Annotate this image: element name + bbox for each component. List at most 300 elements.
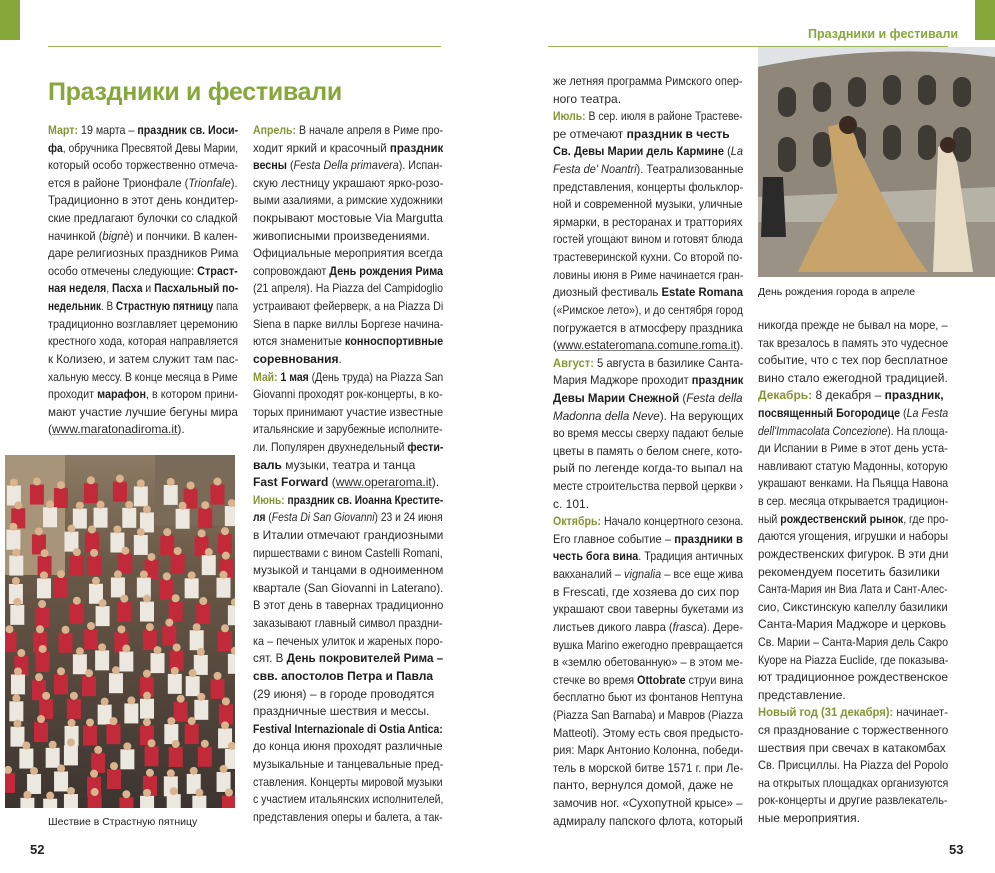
crowd-figure	[140, 602, 154, 622]
text-run: Официальные мероприятия всегда	[253, 246, 443, 261]
text-line	[253, 474, 443, 492]
crowd-figure-head	[167, 478, 175, 486]
crowd-figure-head	[167, 717, 175, 725]
text-run: никогда прежде не бывал на море, –	[758, 318, 948, 332]
text-line	[758, 352, 948, 370]
text-line	[253, 298, 444, 316]
crowd-figure-head	[113, 526, 121, 534]
italic-text: frasca	[672, 619, 704, 634]
text-run: ).	[177, 422, 185, 437]
text-run: панто, вернулся домой, даже не	[553, 778, 734, 793]
crowd-figure-head	[94, 746, 102, 754]
text-run: Куоре на Piazza Euclide, где показыва-	[758, 652, 949, 667]
text-line	[758, 687, 948, 705]
crowd-figure-head	[174, 547, 182, 555]
crowd-figure-head	[46, 500, 54, 508]
crowd-figure-head	[110, 762, 118, 770]
crowd-figure-head	[163, 572, 171, 580]
crowd-figure-head	[197, 693, 205, 701]
text-line	[553, 601, 744, 619]
bold-text: праздник св. Иоси-	[137, 123, 239, 137]
text-line	[553, 548, 743, 566]
crowd-figure	[124, 703, 138, 723]
crowd-figure-head	[35, 527, 43, 535]
italic-text: Trionfale	[188, 175, 231, 190]
text-run: ). Театрализованные	[636, 162, 744, 177]
text-column-right-2	[758, 317, 948, 828]
crowd-figure-head	[13, 598, 21, 606]
bold-text: День рождения Рима	[329, 263, 444, 278]
crowd-figure	[10, 605, 24, 625]
bold-text: праздник,	[884, 388, 944, 403]
crowd-figure	[82, 676, 96, 696]
crowd-figure	[5, 632, 16, 652]
text-run: замочив ног. «Сухопутной крысе» –	[553, 795, 743, 810]
bold-text: весны	[253, 158, 287, 173]
bold-text: Страстную пятницу	[115, 299, 214, 314]
section-tab-marker	[0, 0, 20, 40]
italic-text: Festa della	[686, 390, 743, 405]
text-line	[553, 672, 744, 690]
crowd-figure	[160, 535, 174, 555]
text-line	[758, 599, 948, 617]
crowd-figure-head	[30, 767, 38, 775]
link[interactable]: www.estateromana.comune.roma.it	[556, 338, 737, 353]
text-run: ной и современной музыки, уличные	[553, 197, 743, 212]
crowd-figure-head	[67, 525, 75, 533]
text-run: скую лестницу украшают ярко-розо-	[253, 175, 444, 190]
crowd-figure	[59, 633, 73, 653]
crowd-figure	[43, 507, 57, 527]
text-line	[758, 704, 948, 722]
text-line	[758, 652, 949, 670]
crowd-figure	[34, 722, 48, 742]
text-run: украшают свои таверны букетами из	[553, 602, 744, 617]
text-line	[553, 725, 744, 743]
text-line	[553, 267, 744, 285]
text-line	[758, 581, 948, 599]
crowd-figure	[228, 654, 235, 674]
text-run: струи вина	[685, 672, 744, 687]
text-line	[553, 143, 744, 161]
crowd-figure	[190, 630, 204, 650]
text-run: и	[142, 281, 155, 296]
bold-text: недельник	[48, 299, 101, 314]
crowd-figure	[196, 604, 210, 624]
crowd-figure-head	[12, 577, 20, 585]
bold-text: фести-	[407, 439, 444, 454]
text-run: вушка Marino ежегодно превращается	[553, 637, 743, 652]
crowd-figure-head	[90, 770, 98, 778]
header-rule	[48, 46, 441, 47]
crowd-figure	[120, 749, 134, 769]
text-line	[253, 263, 444, 281]
crowd-figure-head	[67, 738, 75, 746]
bold-text: Festival Internazionale di Ostia Antica:	[253, 721, 443, 736]
bold-text: Estate Romana	[661, 285, 743, 300]
crowd-figure-head	[88, 526, 96, 534]
text-run: 8 декабря –	[812, 388, 885, 403]
text-line	[758, 440, 948, 458]
month-label: Октябрь:	[553, 514, 602, 529]
text-line	[553, 214, 743, 232]
text-run: к Колизею, и затем служит там пас-	[48, 351, 239, 366]
text-run: в «землю обетованную» – в этом ме-	[553, 655, 744, 670]
text-line	[253, 791, 444, 809]
crowd-figure-head	[143, 505, 151, 513]
text-run: ный	[758, 511, 781, 526]
crowd-figure	[54, 771, 68, 791]
crowd-figure	[167, 794, 181, 808]
text-run: начинает-	[893, 705, 948, 720]
crowd-figure-head	[9, 523, 17, 531]
photo-caption: Шествие в Страстную пятницу	[48, 816, 198, 828]
text-run: в Frescati, где хозяева до сих пор	[553, 584, 740, 599]
text-run: проходит	[48, 387, 98, 402]
crowd-figure	[30, 485, 44, 505]
text-line	[253, 421, 443, 439]
crowd-figure-head	[221, 527, 229, 535]
crowd-figure-head	[57, 481, 65, 489]
bold-text: ля	[253, 510, 266, 525]
crowd-figure-head	[87, 622, 95, 630]
text-line	[758, 458, 948, 476]
text-run: бесплатно бьют из фонтанов Нептуна	[553, 690, 743, 705]
crowd-figure-head	[219, 571, 227, 579]
text-line	[253, 756, 444, 774]
text-run: ).	[230, 175, 238, 190]
month-label: Май:	[253, 369, 278, 384]
text-line	[553, 161, 744, 179]
text-run: пиршествами с вином Castelli Romani,	[253, 545, 443, 560]
crowd-figure-head	[33, 478, 41, 486]
crowd-figure-head	[12, 549, 20, 557]
crowd-figure-head	[97, 501, 105, 509]
crowd-figure-head	[98, 643, 106, 651]
crowd-figure	[94, 508, 108, 528]
crowd-figure	[218, 534, 232, 554]
crowd-figure	[122, 508, 136, 528]
text-line	[553, 302, 743, 320]
crowd-figure-head	[62, 626, 70, 634]
text-line	[253, 333, 444, 351]
text-line	[48, 369, 238, 387]
crowd-figure	[176, 509, 190, 529]
text-line	[553, 179, 744, 197]
crowd-figure-head	[112, 666, 120, 674]
running-header: Праздники и фестивали	[808, 27, 959, 41]
crowd-figure	[194, 700, 208, 720]
text-run: (	[723, 144, 731, 159]
text-run: ). Испан-	[398, 158, 443, 173]
crowd-figure	[11, 674, 25, 694]
text-line	[758, 546, 949, 564]
text-line	[48, 192, 239, 210]
text-run: – все еще жива	[661, 567, 744, 582]
crowd-figure-head	[41, 549, 49, 557]
photo-caption: День рождения города в апреле	[758, 286, 916, 298]
text-line	[553, 513, 744, 531]
crowd-figure	[10, 727, 24, 747]
text-run: ставления. Концерты мировой музыки	[253, 774, 443, 789]
crowd-figure-head	[143, 718, 151, 726]
text-line	[553, 73, 743, 91]
text-line	[758, 792, 948, 810]
text-line	[758, 810, 948, 828]
crowd-figure-head	[90, 549, 98, 557]
crowd-figure-head	[57, 667, 65, 675]
crowd-figure	[70, 555, 84, 575]
bold-text: валь	[253, 457, 282, 472]
text-line	[758, 475, 949, 493]
italic-text: La	[730, 144, 744, 159]
text-run: сио, Сикстинскую капеллу базилики	[758, 599, 948, 614]
text-line	[253, 509, 443, 527]
text-run: ) и пончики. В кален-	[129, 228, 238, 243]
text-run: покрывают мостовые Via Margutta	[253, 211, 443, 226]
crowd-figure-head	[23, 791, 31, 799]
text-run: папа	[213, 299, 238, 314]
text-line	[553, 460, 742, 478]
text-line	[758, 564, 948, 582]
page-title: Праздники и фестивали	[48, 78, 342, 106]
text-run: даются угощения, игрушки и наборы	[758, 529, 949, 544]
crowd-figure	[111, 577, 125, 597]
text-run: сят. В	[253, 651, 287, 666]
crowd-figure-head	[57, 570, 65, 578]
text-line	[758, 775, 949, 793]
bold-text: рождественский рынок	[780, 511, 904, 526]
text-run: ли. Популярен двухнедельный	[253, 439, 408, 454]
text-line	[758, 317, 948, 335]
crowd-figure	[95, 650, 109, 670]
bold-text: конноспортивные	[344, 334, 444, 349]
text-line	[253, 192, 443, 210]
crowd-figure-head	[122, 645, 130, 653]
month-label: Декабрь:	[758, 388, 813, 403]
bold-text: праздник	[389, 140, 444, 155]
text-run: тель в морской битве 1571 г. при Ле-	[553, 760, 744, 775]
text-line	[758, 757, 949, 775]
text-line	[553, 742, 744, 760]
text-run: торых принимают участие известные	[253, 404, 444, 419]
text-line	[553, 390, 743, 408]
month-label: Новый год (31 декабря):	[758, 705, 894, 720]
crowd-figure-head	[140, 571, 148, 579]
text-line	[553, 654, 744, 672]
text-run: ).	[431, 475, 440, 490]
crowd-figure-head	[40, 571, 48, 579]
text-run: ).	[736, 338, 744, 353]
crowd-figure-head	[87, 476, 95, 484]
text-run: рок-концерты и другие развлекатель-	[758, 793, 948, 808]
crowd-figure-head	[213, 478, 221, 486]
text-line	[253, 351, 443, 369]
crowd-figure-head	[222, 697, 230, 705]
text-run: (День труда) на Piazza San	[308, 369, 444, 384]
crowd-figure-head	[189, 669, 197, 677]
text-line	[553, 619, 743, 637]
text-line	[758, 511, 949, 529]
text-run: на открытых площадках организуются	[758, 775, 949, 790]
text-run: адмиралу папского флота, который	[553, 813, 743, 828]
text-run: до конца июня проходят различные	[253, 739, 443, 754]
text-run: шествия при свечах в катакомбах	[758, 740, 946, 755]
crowd-figure-head	[5, 625, 13, 633]
text-line	[48, 280, 239, 298]
text-line	[253, 809, 443, 827]
text-line	[253, 404, 444, 422]
italic-text: Madonna della Neve	[553, 408, 660, 423]
crowd-figure	[83, 725, 97, 745]
italic-text: Festa de' Noantri	[553, 162, 637, 177]
text-run: вино стало ежегодной традицией.	[758, 370, 948, 385]
crowd-figure-head	[37, 715, 45, 723]
crowd-figure-head	[57, 764, 65, 772]
text-line	[553, 372, 744, 390]
crowd-figure-head	[92, 577, 100, 585]
text-run: стечке во время	[553, 672, 638, 687]
text-run: в Италии отмечают грандиозными	[253, 528, 444, 543]
crowd-figure-head	[179, 502, 187, 510]
text-run: (	[48, 422, 52, 437]
text-run: ного театра.	[553, 91, 622, 106]
crowd-figure-head	[143, 789, 151, 797]
text-run: погружается в атмосферу праздника	[553, 320, 743, 335]
text-line	[553, 777, 743, 795]
crowd-figure-head	[172, 594, 180, 602]
text-run: ре отмечают	[553, 126, 627, 141]
text-line	[758, 722, 949, 740]
text-line	[48, 316, 238, 334]
crowd-figure	[84, 483, 98, 503]
crowd-figure	[19, 749, 33, 769]
text-run: даре религиозных праздников Рима	[48, 246, 239, 261]
text-line	[253, 527, 442, 545]
crowd-figure-head	[76, 502, 84, 510]
text-line	[758, 493, 949, 511]
text-line	[553, 196, 743, 214]
text-line	[553, 813, 743, 831]
text-line	[553, 425, 744, 443]
crowd-figure	[185, 724, 199, 744]
crowd-figure	[88, 795, 102, 808]
text-line	[758, 335, 949, 353]
crowd-figure	[140, 699, 154, 719]
text-run: навливают статую Мадонны, которую	[758, 458, 948, 473]
crowd-figure	[119, 797, 133, 808]
text-line	[253, 140, 444, 158]
crowd-figure	[145, 746, 159, 766]
crowd-figure-head	[109, 717, 117, 725]
crowd-figure-head	[214, 672, 222, 680]
crowd-figure-head	[146, 623, 154, 631]
crowd-figure-head	[70, 692, 78, 700]
text-run: Начало концертного сезона.	[601, 514, 744, 529]
crowd-figure-head	[39, 645, 47, 653]
crowd-figure-head	[14, 667, 22, 675]
text-run: В начале апреля в Риме про-	[296, 123, 444, 137]
crowd-figure-head	[201, 501, 209, 509]
link[interactable]: www.maratonadiroma.it	[52, 422, 178, 437]
crowd-figure	[119, 652, 133, 672]
text-run: Matteoti). Этому есть своя предысто-	[553, 725, 744, 740]
bold-text: День покровителей Рима –	[286, 651, 444, 666]
crowd-figure	[9, 556, 23, 576]
italic-text: Festa Della primavera	[293, 158, 399, 173]
text-line	[48, 228, 238, 246]
crowd-figure-head	[167, 769, 175, 777]
text-run: квартале (San Giovanni in Laterano).	[253, 580, 444, 595]
text-line	[253, 721, 443, 739]
text-line	[48, 298, 238, 316]
crowd-figure-head	[173, 643, 181, 651]
text-line	[253, 615, 443, 633]
text-run: месте строительства первой церкви ›	[553, 479, 744, 494]
crowd-figure-head	[221, 624, 229, 632]
text-line	[48, 333, 239, 351]
text-run: .	[338, 351, 342, 366]
text-line	[553, 284, 743, 302]
text-line	[253, 157, 443, 175]
crowd-figure	[73, 509, 87, 529]
bold-text: праздник св. Иоанна Крестите-	[287, 492, 444, 507]
text-line	[253, 228, 443, 246]
crowd-figure-head	[193, 623, 201, 631]
bold-text: Ottobrate	[637, 672, 686, 687]
text-line	[253, 686, 443, 704]
text-run: итальянские и зарубежные исполните-	[253, 422, 443, 437]
text-line	[758, 387, 948, 405]
text-line	[253, 245, 443, 263]
text-run: сопровождают	[253, 263, 330, 278]
crowd-figure-head	[68, 719, 76, 727]
text-run: (	[679, 390, 687, 405]
crowd-figure	[151, 653, 165, 673]
text-run: ярмарки, в ресторанах и тратториях	[553, 214, 743, 229]
text-run: который особо торжественно отмеча-	[48, 158, 238, 173]
crowd-figure	[106, 724, 120, 744]
text-line	[553, 231, 743, 249]
crowd-figure-head	[67, 787, 75, 795]
text-run: вакханалий –	[553, 567, 625, 582]
crowd-figure	[174, 702, 188, 722]
crowd-figure	[54, 577, 68, 597]
text-run: с. 101.	[553, 496, 590, 511]
crowd-figure-head	[73, 548, 81, 556]
text-line	[553, 337, 744, 355]
text-line	[253, 457, 443, 475]
text-line	[253, 597, 444, 615]
crowd-figure	[64, 794, 78, 808]
text-run: ) 23 и 24 июня	[374, 510, 443, 525]
text-line	[48, 122, 239, 140]
italic-text: dell'Immacolata Concezione	[758, 423, 888, 438]
crowd-figure	[20, 798, 34, 808]
crowd-figure-head	[117, 625, 125, 633]
text-run: музыки, театра и танца	[281, 457, 416, 472]
text-line	[253, 633, 444, 651]
link[interactable]: www.operaroma.it	[335, 475, 432, 490]
text-run: (Piazza San Barnaba) и Мавров (Piazza	[553, 707, 744, 722]
text-run: (	[265, 510, 272, 525]
text-run: мают участие лучшие бегуны мира	[48, 404, 238, 419]
crowd-figure	[210, 485, 224, 505]
crowd-figure-head	[143, 670, 151, 678]
section-tab-marker	[975, 0, 995, 40]
text-line	[48, 140, 239, 158]
text-column-left-1	[48, 122, 238, 439]
